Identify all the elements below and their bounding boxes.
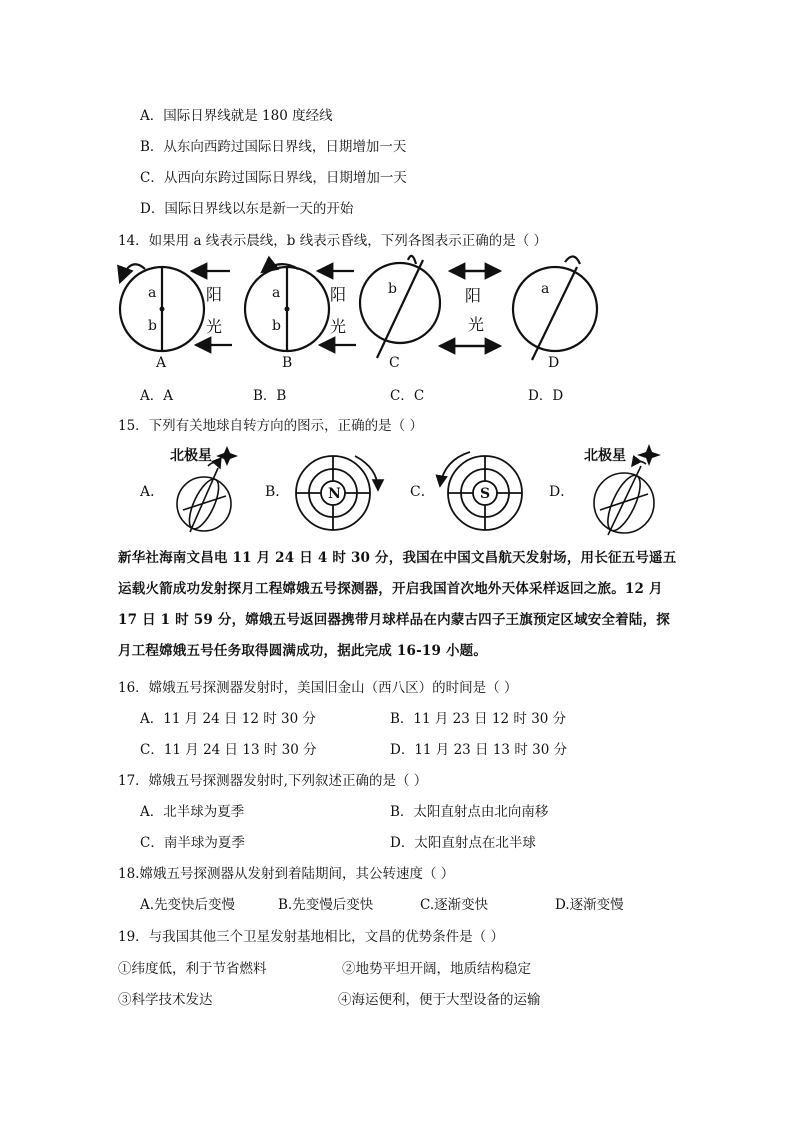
rotation-arrow-north bbox=[355, 456, 378, 490]
label-line-a-fig-a: a bbox=[148, 285, 157, 301]
sun-char-c2: 光 bbox=[468, 315, 485, 334]
q19-stem: 19．与我国其他三个卫星发射基地相比，文昌的优势条件是（ ） bbox=[118, 929, 504, 945]
q14-option-b: B．B bbox=[253, 388, 287, 404]
q15-letter-a: A． bbox=[140, 484, 165, 500]
polaris-label-d: 北极星 bbox=[584, 448, 626, 464]
globe-d bbox=[513, 267, 597, 351]
rotation-arrow-c bbox=[408, 256, 416, 264]
q16-stem: 16．嫦娥五号探测器发射时，美国旧金山（西八区）的时间是（ ） bbox=[118, 680, 518, 696]
q13-option-b: B．从东向西跨过国际日界线，日期增加一天 bbox=[140, 139, 407, 155]
q15-figure bbox=[0, 438, 794, 538]
q15-letter-c: C． bbox=[410, 484, 435, 500]
q18-option-c: C.逐渐变快 bbox=[420, 897, 489, 913]
rotation-arrow-south bbox=[440, 452, 470, 486]
q13-option-c: C．从西向东跨过国际日界线，日期增加一天 bbox=[140, 170, 407, 186]
q17-option-a: A．北半球为夏季 bbox=[140, 804, 245, 820]
sun-char-a1: 阳 bbox=[206, 285, 223, 304]
q17-option-c: C．南半球为夏季 bbox=[140, 835, 245, 851]
q17-option-d: D．太阳直射点在北半球 bbox=[390, 835, 536, 851]
q19-option-4: ④海运便利，便于大型设备的运输 bbox=[338, 992, 541, 1008]
polaris-label-a: 北极星 bbox=[170, 448, 212, 464]
label-line-b-fig-b: b bbox=[272, 318, 281, 334]
label-line-b-fig-a: b bbox=[148, 318, 157, 334]
polaris-star-icon-d bbox=[637, 444, 661, 466]
pole-label-n: N bbox=[328, 486, 341, 502]
q16-option-c: C．11 月 24 日 13 时 30 分 bbox=[140, 742, 317, 758]
fig-label-d: D bbox=[548, 355, 560, 371]
sun-char-a2: 光 bbox=[206, 317, 223, 336]
globe-c bbox=[360, 263, 440, 343]
sun-char-c1: 阳 bbox=[465, 286, 482, 305]
q19-option-1: ①纬度低，利于节省燃料 bbox=[118, 961, 267, 977]
pole-label-s: S bbox=[480, 486, 491, 502]
reading-passage: 新华社海南文昌电 11 月 24 日 4 时 30 分，我国在中国文昌航天发射场，用长征五号遥五运载火箭成功发射探月工程嫦娥五号探测器，开启我国首次地外天体采样返回之旅。12 月 17 日 1 时 59 分，嫦娥五号返回器携带月球样品在内蒙古四子王旗预定区域安全着陆，探月工程嫦娥五号任务取得圆满成功，据此完成 16-19 小题。 bbox=[118, 550, 677, 659]
q18-option-b: B.先变慢后变快 bbox=[278, 897, 374, 913]
fig-label-a: A bbox=[156, 355, 167, 371]
q15-letter-b: B． bbox=[265, 484, 290, 500]
q14-figure bbox=[0, 250, 794, 390]
q14-option-a: A．A bbox=[140, 388, 173, 404]
sun-char-b1: 阳 bbox=[330, 285, 347, 304]
fig-label-c: C bbox=[389, 355, 400, 371]
q18-option-d: D.逐渐变慢 bbox=[555, 897, 624, 913]
label-line-a-fig-b: a bbox=[272, 285, 281, 301]
q16-option-a: A．11 月 24 日 12 时 30 分 bbox=[140, 711, 317, 727]
q17-option-b: B．太阳直射点由北向南移 bbox=[390, 804, 549, 820]
q15-stem: 15．下列有关地球自转方向的图示，正确的是（ ） bbox=[118, 418, 423, 434]
q14-stem: 14．如果用 a 线表示晨线，b 线表示昏线，下列各图表示正确的是（ ） bbox=[118, 233, 548, 249]
q16-option-b: B．11 月 23 日 12 时 30 分 bbox=[390, 711, 567, 727]
sun-char-b2: 光 bbox=[330, 317, 347, 336]
q13-option-a: A．国际日界线就是 180 度经线 bbox=[140, 108, 333, 124]
q18-stem: 18.嫦娥五号探测器从发射到着陆期间，其公转速度（ ） bbox=[118, 866, 455, 882]
polaris-star-icon-a bbox=[216, 446, 238, 466]
fig-label-b: B bbox=[282, 355, 293, 371]
q13-option-d: D．国际日界线以东是新一天的开始 bbox=[140, 201, 354, 217]
q17-stem: 17．嫦娥五号探测器发射时,下列叙述正确的是（ ） bbox=[118, 773, 428, 789]
label-line-a-fig-d: a bbox=[541, 281, 550, 297]
q14-option-d: D．D bbox=[528, 388, 564, 404]
q14-option-c: C．C bbox=[390, 388, 425, 404]
q19-option-2: ②地势平坦开阔，地质结构稳定 bbox=[342, 961, 531, 977]
label-line-b-fig-c: b bbox=[388, 281, 397, 297]
q18-option-a: A.先变快后变慢 bbox=[140, 897, 236, 913]
q16-option-d: D．11 月 23 日 13 时 30 分 bbox=[390, 742, 568, 758]
rotation-arrow-d bbox=[565, 256, 580, 264]
q15-letter-d: D． bbox=[549, 484, 575, 500]
q19-option-3: ③科学技术发达 bbox=[118, 992, 213, 1008]
